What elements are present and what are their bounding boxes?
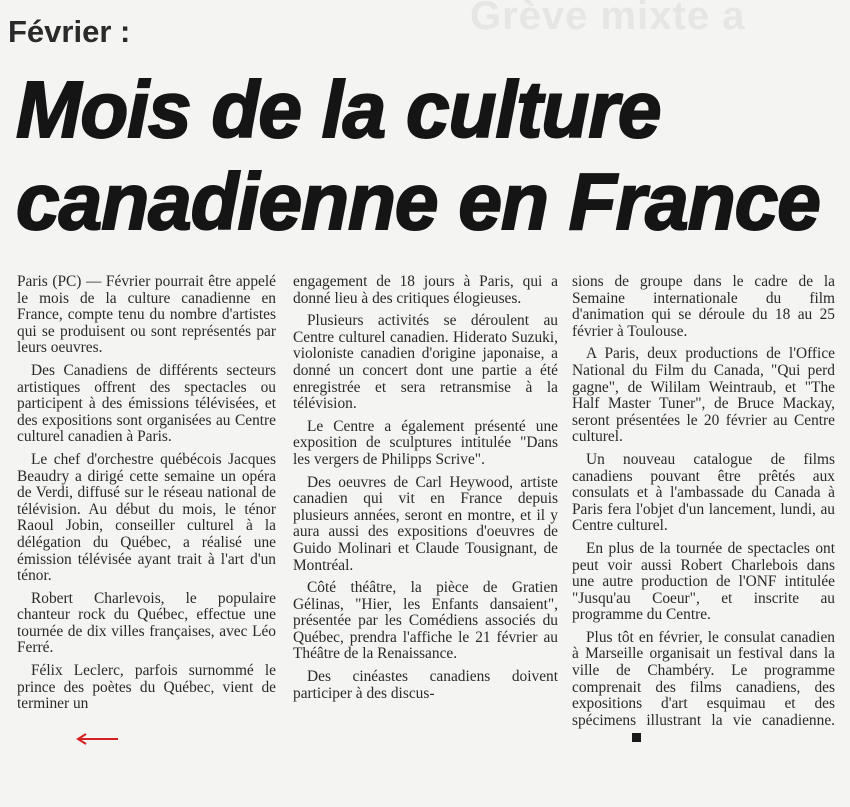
paragraph: En plus de la tournée de spectacles ont peut voir aussi Robert Charlebois dans une autre production de l'ONF intitulée "Jusqu'au Coeur", et inscrite au programme du Centre.	[572, 539, 835, 624]
paragraph: Côté théâtre, la pièce de Gratien Gélinas, "Hier, les Enfants dansaient", présentée par les Comédiens associés du Québec, prendra l'affiche le 21 février au Théâtre de la Renaissance.	[293, 579, 558, 663]
paragraph: A Paris, deux productions de l'Office National du Film du Canada, "Qui perd gagne", de Wililam Weintraub, et "The Half Master Tuner", de Bruce Mackay, seront présentées le 20 février au Centre culturel.	[572, 345, 835, 446]
paragraph-text: Plus tôt en février, le consulat canadien à Marseille organisait un festival dans la ville de Chambéry. Le programme comprenait des films canadiens, des expositions d'art esquimau et des spécimens illustrant la vie canadienne.	[572, 628, 835, 729]
red-left-arrow-icon	[75, 733, 119, 745]
bleed-through-text: Grève mixte a	[470, 0, 746, 38]
article-column-3	[572, 274, 835, 746]
paragraph: Le Centre a également présenté une exposition de sculptures intitulée "Dans les vergers de Philipps Scrive".	[293, 417, 558, 468]
paragraph: Le chef d'orchestre québécois Jacques Beaudry a dirigé cette semaine un opéra de Verdi, diffusé sur le réseau national de télévision. Au début du mois, le ténor Raoul Jobin, conseiller culturel à la délégation du Québec, a réalisé une émission télévisée ayant trait à l'art d'un ténor.	[17, 450, 276, 585]
headline-line-1: Mois de la culture	[16, 65, 661, 154]
kicker-label: Février :	[8, 14, 131, 49]
paragraph: Paris (PC) — Février pourrait être appelé le mois de la culture canadienne en France, compte tenu du nombre d'artistes qui se produisent ou sont représentés par leurs oeuvres.	[17, 273, 276, 357]
end-mark-icon	[632, 733, 641, 742]
article-column-2	[293, 274, 558, 702]
paragraph: Robert Charlevois, le populaire chanteur rock du Québec, effectue une tournée de dix villes françaises, avec Léo Ferré.	[17, 589, 276, 657]
paragraph: Des cinéastes canadiens doivent participer à des discus-	[293, 668, 558, 702]
paragraph: Des oeuvres de Carl Heywood, artiste canadien qui vit en France depuis plusieurs années, seront en montre, et il y aura aussi des expositions d'oeuvres de Guido Molinari et Claude Tousignant, de Montréal.	[293, 473, 558, 574]
paragraph: Plusieurs activités se déroulent au Centre culturel canadien. Hiderato Suzuki, violoniste canadien d'origine japonaise, a donné un concert dont une partie a été enregistrée et sera retransmise à la télévision.	[293, 312, 558, 413]
headline-line-2: canadienne en France	[16, 157, 820, 246]
article-column-1	[17, 274, 276, 713]
paragraph: sions de groupe dans le cadre de la Semaine internationale du film d'animation qui se déroule du 18 au 25 février à Toulouse.	[572, 273, 835, 340]
paragraph: Félix Leclerc, parfois surnommé le prince des poètes du Québec, vient de terminer un	[17, 662, 276, 713]
paragraph: engagement de 18 jours à Paris, qui a donné lieu à des critiques élogieuses.	[293, 273, 558, 307]
paragraph: Des Canadiens de différents secteurs artistiques offrent des spectacles ou participent à des émissions télévisées, et des expositions sont organisées au Centre culturel canadien à Paris.	[17, 361, 276, 446]
paragraph	[572, 630, 835, 746]
paragraph: Un nouveau catalogue de films canadiens pouvant être prêtés aux consulats et à l'ambassade du Canada à Paris fera l'objet d'un lancement, lundi, au Centre culturel.	[572, 450, 835, 535]
